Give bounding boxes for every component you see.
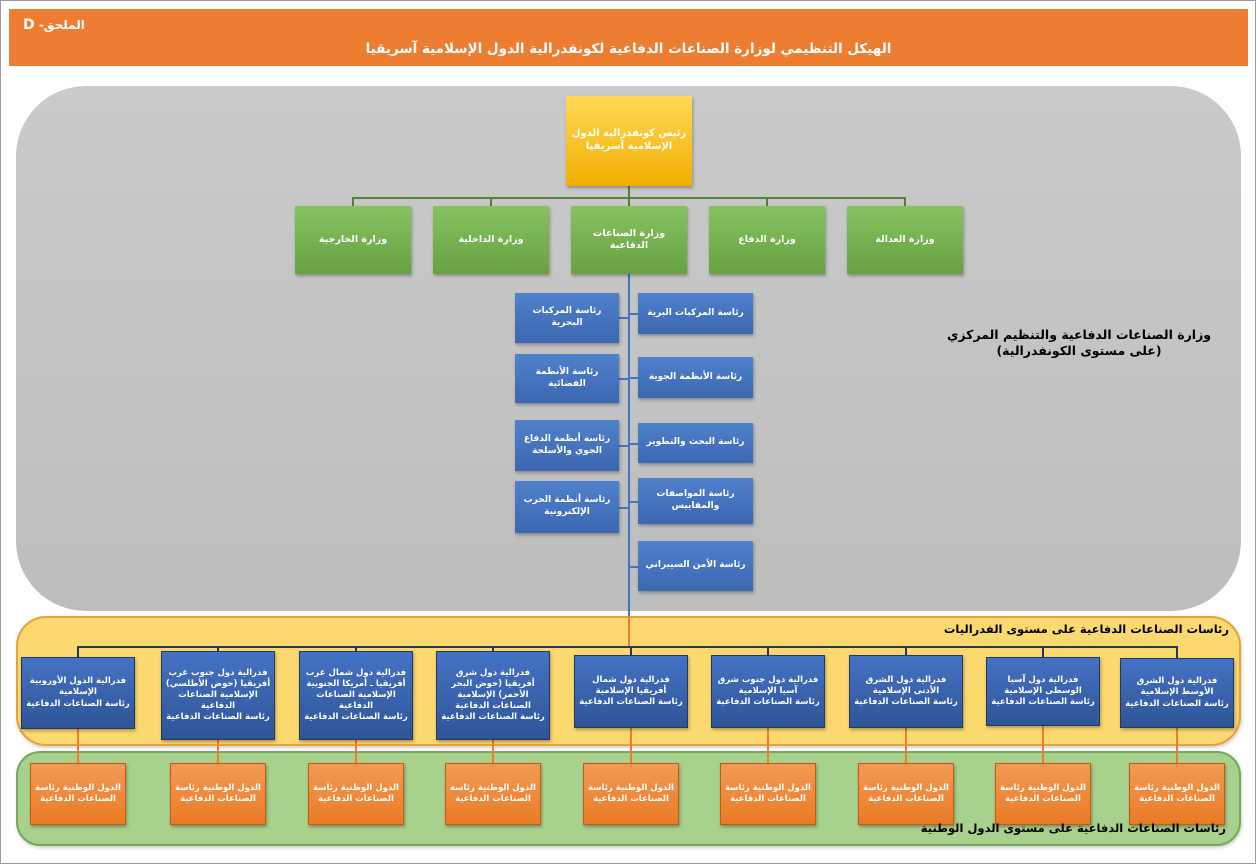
ministry-box-foreign-affairs: وزارة الخارجية	[295, 206, 411, 274]
central-ministry-label	[929, 327, 1229, 360]
connector-spine-into-band	[628, 616, 630, 647]
ministry-box-defense-industries: وزارة الصناعات الدفاعية	[571, 206, 687, 274]
federation-title: رئاسة الصناعات الدفاعية	[854, 697, 958, 708]
federation-name: فدرالية دول الشرق الأدنى الإسلامية	[865, 674, 947, 696]
federation-title: رئاسة الصناعات الدفاعية	[579, 697, 683, 708]
connector-nat-drop-7	[905, 723, 907, 765]
connector-dir-right-4	[629, 501, 638, 503]
connector-dir-left-1	[618, 317, 629, 319]
federations-band-label: رئاسات الصناعات الدفاعية على مستوى الفدراليات	[943, 622, 1229, 636]
national-box-5: الدول الوطنية رئاسة الصناعات الدفاعية	[583, 763, 679, 825]
federation-box-east-africa-red-sea	[436, 651, 550, 740]
federation-title: رئاسة الصناعات الدفاعية	[304, 712, 408, 723]
connector-dir-right-1	[629, 313, 638, 315]
connector-dir-left-4	[618, 507, 629, 509]
federation-name: فدرالية دول آسيا الوسطى الإسلامية	[1004, 674, 1082, 696]
national-box-4: الدول الوطنية رئاسة الصناعات الدفاعية	[445, 763, 541, 825]
federation-box-north-africa	[574, 655, 688, 728]
directorate-air-systems: رئاسة الأنظمة الجوية	[638, 357, 753, 398]
appendix-label	[23, 17, 85, 33]
directorate-land-vehicles: رئاسة المركبات البرية	[638, 293, 753, 334]
national-box-7: الدول الوطنية رئاسة الصناعات الدفاعية	[858, 763, 954, 825]
central-ministry-label-line2: (على مستوى الكونفدرالية)	[996, 343, 1162, 359]
ministry-box-defense: وزارة الدفاع	[709, 206, 825, 274]
federation-name: فدرالية دول الشرق الأوسط الإسلامية	[1136, 676, 1218, 698]
national-box-2: الدول الوطنية رئاسة الصناعات الدفاعية	[170, 763, 266, 825]
directorate-research-development: رئاسة البحث والتطوير	[638, 423, 753, 463]
national-box-1: الدول الوطنية رئاسة الصناعات الدفاعية	[30, 763, 126, 825]
federation-title: رئاسة الصناعات الدفاعية	[716, 697, 820, 708]
president-box: رئيس كونفدرالية الدول الإسلامية آسريقيا	[566, 96, 692, 186]
federation-title: رئاسة الصناعات الدفاعية	[991, 697, 1095, 708]
federation-title: رئاسة الصناعات الدفاعية	[1125, 698, 1229, 709]
federation-name: فدرالية الدول الأوروبية الإسلامية	[29, 676, 127, 698]
federation-box-northwest-africa-south-america	[299, 651, 413, 740]
connector-dir-right-3	[629, 443, 638, 445]
connector-dir-left-3	[618, 445, 629, 447]
federation-box-european	[21, 657, 135, 729]
federation-title: رئاسة الصناعات الدفاعية	[166, 712, 270, 723]
connector-ministries-horizontal	[353, 197, 906, 199]
federation-title: رئاسة الصناعات الدفاعية	[26, 698, 130, 709]
directorate-specs-standards: رئاسة المواصفات والمقاييس	[638, 478, 753, 524]
ministry-box-justice: وزارة العدالة	[847, 206, 963, 274]
federation-name: فدرالية دول جنوب غرب أفريقيا (حوض الأطلسي) الإسلامية الصناعات الدفاعية	[165, 667, 271, 712]
connector-nat-drop-5	[630, 723, 632, 765]
federation-name: فدرالية دول شرق أفريقيا (حوض البحر الأحمر) الإسلامية الصناعات الدفاعية	[451, 667, 535, 712]
connector-nat-drop-1	[77, 723, 79, 765]
federation-name: فدرالية دول جنوب شرق آسيا الإسلامية	[717, 674, 819, 696]
page-title: الهيكل التنظيمي لوزارة الصناعات الدفاعية لكونفدرالية الدول الإسلامية آسريقيا	[365, 41, 892, 57]
connector-nat-drop-8	[1042, 723, 1044, 765]
national-box-8: الدول الوطنية رئاسة الصناعات الدفاعية	[995, 763, 1091, 825]
header-bar	[9, 9, 1248, 66]
federation-box-near-east	[849, 655, 963, 728]
federation-title: رئاسة الصناعات الدفاعية	[441, 712, 545, 723]
federation-box-middle-east	[1120, 658, 1234, 728]
connector-dir-right-2	[629, 377, 638, 379]
directorate-electronic-warfare: رئاسة أنظمة الحرب الإلكترونية	[515, 481, 619, 533]
directorate-cyber-security: رئاسة الأمن السيبراني	[638, 541, 753, 591]
directorate-air-defense-weapons: رئاسة أنظمة الدفاع الجوي والأسلحة	[515, 420, 619, 471]
appendix-letter: D	[23, 17, 35, 33]
connector-dir-left-2	[618, 378, 629, 380]
federation-box-southeast-asia	[711, 655, 825, 728]
national-box-9: الدول الوطنية رئاسة الصناعات الدفاعية	[1129, 763, 1225, 825]
federation-box-central-asia	[986, 657, 1100, 726]
national-box-3: الدول الوطنية رئاسة الصناعات الدفاعية	[308, 763, 404, 825]
federation-name: فدرالية دول شمال أفريقيا الإسلامية	[592, 674, 670, 696]
national-band-label: رئاسات الصناعات الدفاعية على مستوى الدول الوطنية	[920, 821, 1226, 835]
central-ministry-label-line1: وزارة الصناعات الدفاعية والتنظيم المركزي	[946, 327, 1212, 342]
ministry-box-interior: وزارة الداخلية	[433, 206, 549, 274]
federation-name: فدرالية دول شمال غرب أفريقيا ـ أمريكا الجنوبية الإسلامية الصناعات الدفاعية	[305, 667, 407, 712]
directorate-naval-vehicles: رئاسة المركبات البحرية	[515, 293, 619, 343]
connector-dir-right-5	[629, 566, 638, 568]
connector-nat-drop-6	[767, 723, 769, 765]
connector-nat-drop-9	[1176, 723, 1178, 765]
connector-federations-horizontal	[78, 646, 1178, 648]
national-box-6: الدول الوطنية رئاسة الصناعات الدفاعية	[720, 763, 816, 825]
federation-box-southwest-africa-atlantic	[161, 651, 275, 740]
appendix-word: الملحق-	[38, 18, 85, 32]
directorate-space-systems: رئاسة الأنظمة الفضائية	[515, 354, 619, 403]
